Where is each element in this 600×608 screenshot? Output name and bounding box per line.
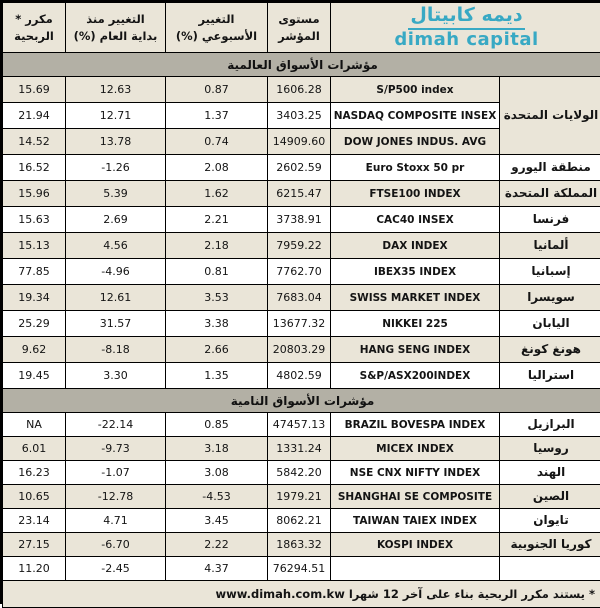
country-cell: استراليا [500, 363, 600, 389]
weekly-change-cell: 1.62 [166, 181, 268, 207]
section-header-global-label: مؤشرات الأسواق العالمية [3, 53, 600, 77]
weekly-change-cell: 2.18 [166, 233, 268, 259]
weekly-change-cell: 3.38 [166, 311, 268, 337]
index-level-cell: 3738.91 [268, 207, 331, 233]
ytd-change-cell: 3.30 [66, 363, 166, 389]
table-row [3, 533, 600, 557]
country-cell: تايوان [500, 509, 600, 533]
country-cell: اليابان [500, 311, 600, 337]
col-header-index-level-line1: مستوى [268, 11, 330, 28]
col-header-weekly-line1: التغيير [166, 11, 267, 28]
ytd-change-cell: -4.96 [66, 259, 166, 285]
index-level-cell: 1979.21 [268, 485, 331, 509]
pe-ratio-cell: 11.20 [3, 557, 66, 581]
col-header-index-level [268, 3, 331, 53]
index-level-cell: 1606.28 [268, 77, 331, 103]
index-name-cell: NASDAQ COMPOSITE INSEX [331, 103, 500, 129]
section-header-emerging-label: مؤشرات الأسواق النامية [3, 389, 600, 413]
pe-ratio-cell: NA [3, 413, 66, 437]
table-row [3, 181, 600, 207]
index-level-cell: 76294.51 [268, 557, 331, 581]
index-level-cell: 20803.29 [268, 337, 331, 363]
weekly-change-cell: 3.45 [166, 509, 268, 533]
index-level-cell: 5842.20 [268, 461, 331, 485]
table-row [3, 285, 600, 311]
ytd-change-cell: -12.78 [66, 485, 166, 509]
section-header-global [3, 53, 600, 77]
weekly-change-cell: 0.81 [166, 259, 268, 285]
weekly-change-cell: 2.66 [166, 337, 268, 363]
ytd-change-cell: 4.71 [66, 509, 166, 533]
country-cell: ألمانيا [500, 233, 600, 259]
country-cell: فرنسا [500, 207, 600, 233]
index-name-cell: S&P/ASX200INDEX [331, 363, 500, 389]
index-name-cell: NSE CNX NIFTY INDEX [331, 461, 500, 485]
ytd-change-cell: -22.14 [66, 413, 166, 437]
table-row [3, 207, 600, 233]
pe-ratio-cell: 16.52 [3, 155, 66, 181]
col-header-index-level-line2: المؤشر [268, 28, 330, 45]
col-header-ytd-line2: بداية العام (%) [66, 28, 165, 45]
index-level-cell: 13677.32 [268, 311, 331, 337]
footnote-text: * يستند مكرر الربحية بناء على آخر 12 شهرا www.dimah.com.kw [3, 581, 600, 608]
country-cell: كوريا الجنوبية [500, 533, 600, 557]
ytd-change-cell: -1.26 [66, 155, 166, 181]
weekly-change-cell: 2.08 [166, 155, 268, 181]
ytd-change-cell: 12.63 [66, 77, 166, 103]
index-name-cell: CAC40 INSEX [331, 207, 500, 233]
weekly-change-cell: 2.21 [166, 207, 268, 233]
country-cell: الولايات المتحدة [500, 77, 600, 155]
index-level-cell: 6215.47 [268, 181, 331, 207]
ytd-change-cell: -2.45 [66, 557, 166, 581]
country-cell: سويسرا [500, 285, 600, 311]
index-level-cell: 7762.70 [268, 259, 331, 285]
index-level-cell: 2602.59 [268, 155, 331, 181]
table-row [3, 509, 600, 533]
pe-ratio-cell: 77.85 [3, 259, 66, 285]
logo-arabic-text: ديمه كابيتال [408, 5, 524, 30]
index-name-cell: SHANGHAI SE COMPOSITE [331, 485, 500, 509]
country-cell: إسبانيا [500, 259, 600, 285]
weekly-change-cell: 3.18 [166, 437, 268, 461]
pe-ratio-cell: 19.45 [3, 363, 66, 389]
index-name-cell: S/P500 index [331, 77, 500, 103]
ytd-change-cell: -1.07 [66, 461, 166, 485]
table-row [3, 557, 600, 581]
country-cell: البرازيل [500, 413, 600, 437]
table-row [3, 155, 600, 181]
weekly-change-cell: 0.74 [166, 129, 268, 155]
table-header-row [3, 3, 600, 53]
index-name-cell: NIKKEI 225 [331, 311, 500, 337]
index-level-cell: 14909.60 [268, 129, 331, 155]
index-level-cell: 47457.13 [268, 413, 331, 437]
ytd-change-cell: 2.69 [66, 207, 166, 233]
index-name-cell: DOW JONES INDUS. AVG [331, 129, 500, 155]
weekly-change-cell: 1.37 [166, 103, 268, 129]
index-name-cell: SWISS MARKET INDEX [331, 285, 500, 311]
pe-ratio-cell: 15.96 [3, 181, 66, 207]
table-row [3, 337, 600, 363]
country-cell [500, 557, 600, 581]
table-row [3, 259, 600, 285]
col-header-ytd-change [66, 3, 166, 53]
pe-ratio-cell: 27.15 [3, 533, 66, 557]
ytd-change-cell: 13.78 [66, 129, 166, 155]
weekly-change-cell: 1.35 [166, 363, 268, 389]
col-header-pe-ratio [3, 3, 66, 53]
weekly-change-cell: -4.53 [166, 485, 268, 509]
indices-table [2, 2, 600, 608]
footnote-row [3, 581, 600, 608]
weekly-change-cell: 4.37 [166, 557, 268, 581]
index-name-cell: TAIWAN TAIEX INDEX [331, 509, 500, 533]
table-row [3, 485, 600, 509]
pe-ratio-cell: 23.14 [3, 509, 66, 533]
pe-ratio-cell: 19.34 [3, 285, 66, 311]
weekly-change-cell: 3.53 [166, 285, 268, 311]
index-level-cell: 7683.04 [268, 285, 331, 311]
ytd-change-cell: -6.70 [66, 533, 166, 557]
pe-ratio-cell: 14.52 [3, 129, 66, 155]
index-level-cell: 3403.25 [268, 103, 331, 129]
weekly-change-cell: 3.08 [166, 461, 268, 485]
index-level-cell: 1863.32 [268, 533, 331, 557]
index-level-cell: 1331.24 [268, 437, 331, 461]
weekly-change-cell: 2.22 [166, 533, 268, 557]
index-name-cell: IBEX35 INDEX [331, 259, 500, 285]
pe-ratio-cell: 15.13 [3, 233, 66, 259]
weekly-change-cell: 0.85 [166, 413, 268, 437]
table-row [3, 311, 600, 337]
brand-logo [331, 3, 600, 53]
country-cell: الصين [500, 485, 600, 509]
country-cell: هونغ كونغ [500, 337, 600, 363]
country-cell: روسيا [500, 437, 600, 461]
logo-english-text: dimah capital [331, 30, 600, 50]
weekly-change-cell: 0.87 [166, 77, 268, 103]
ytd-change-cell: 31.57 [66, 311, 166, 337]
table-row [3, 77, 600, 103]
pe-ratio-cell: 10.65 [3, 485, 66, 509]
index-level-cell: 7959.22 [268, 233, 331, 259]
pe-ratio-cell: 16.23 [3, 461, 66, 485]
ytd-change-cell: 12.61 [66, 285, 166, 311]
pe-ratio-cell: 9.62 [3, 337, 66, 363]
pe-ratio-cell: 15.69 [3, 77, 66, 103]
index-name-cell: MICEX INDEX [331, 437, 500, 461]
table-row [3, 363, 600, 389]
country-cell: الهند [500, 461, 600, 485]
index-name-cell: DAX INDEX [331, 233, 500, 259]
index-level-cell: 4802.59 [268, 363, 331, 389]
pe-ratio-cell: 25.29 [3, 311, 66, 337]
country-cell: المملكة المتحدة [500, 181, 600, 207]
ytd-change-cell: 5.39 [66, 181, 166, 207]
col-header-weekly-line2: الأسبوعي (%) [166, 28, 267, 45]
col-header-weekly-change [166, 3, 268, 53]
table-row [3, 233, 600, 259]
ytd-change-cell: -8.18 [66, 337, 166, 363]
ytd-change-cell: 4.56 [66, 233, 166, 259]
section-header-emerging [3, 389, 600, 413]
index-name-cell: Euro Stoxx 50 pr [331, 155, 500, 181]
index-level-cell: 8062.21 [268, 509, 331, 533]
index-name-cell: FTSE100 INDEX [331, 181, 500, 207]
table-row [3, 461, 600, 485]
table-row [3, 413, 600, 437]
index-name-cell: BRAZIL BOVESPA INDEX [331, 413, 500, 437]
col-header-pe-line2: الربحية [3, 28, 65, 45]
index-name-cell: HANG SENG INDEX [331, 337, 500, 363]
ytd-change-cell: -9.73 [66, 437, 166, 461]
index-name-cell: KOSPI INDEX [331, 533, 500, 557]
table-row [3, 437, 600, 461]
pe-ratio-cell: 15.63 [3, 207, 66, 233]
col-header-pe-line1: مكرر * [3, 11, 65, 28]
ytd-change-cell: 12.71 [66, 103, 166, 129]
country-cell: منطقة اليورو [500, 155, 600, 181]
index-name-cell [331, 557, 500, 581]
pe-ratio-cell: 6.01 [3, 437, 66, 461]
pe-ratio-cell: 21.94 [3, 103, 66, 129]
col-header-ytd-line1: التغيير منذ [66, 11, 165, 28]
